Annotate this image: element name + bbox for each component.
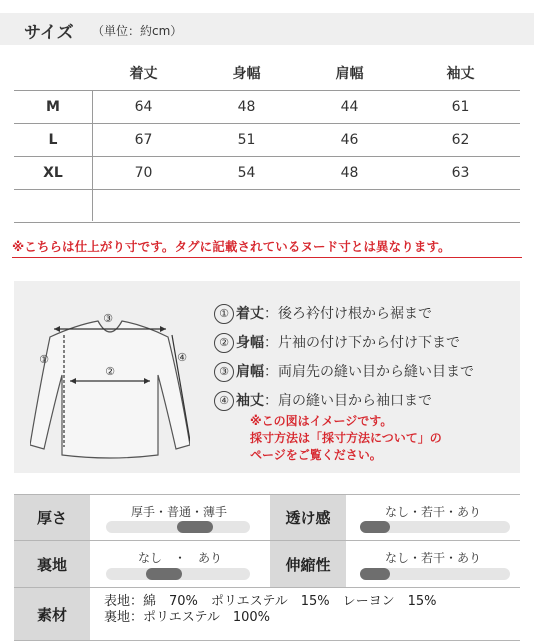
item-number: ②	[214, 333, 234, 353]
thickness-indicator	[177, 521, 213, 533]
table-cell: 63	[451, 165, 470, 181]
item-number: ④	[214, 391, 234, 411]
attribute-row	[14, 541, 520, 588]
table-cell: 48	[340, 165, 359, 181]
size-table	[14, 58, 520, 223]
marker-3: ③	[103, 312, 113, 325]
column-header: 袖丈	[446, 66, 475, 82]
item-term: 着丈	[236, 306, 264, 322]
sheer-label: 透け感	[270, 495, 346, 540]
row-size-label: XL	[43, 165, 63, 181]
marker-4: ④	[177, 351, 187, 364]
table-cell: 67	[134, 132, 153, 148]
outer-fabric: 表地：綿 70% ポリエステル 15% レーヨン 15%	[104, 594, 437, 609]
attribute-row	[14, 588, 520, 641]
sheer-options: なし・若干・あり	[384, 505, 481, 519]
table-cell: 62	[451, 132, 470, 148]
stretch-scale	[360, 568, 510, 580]
table-cell: 48	[237, 99, 256, 115]
marker-1: ①	[39, 353, 49, 366]
table-cell: 64	[134, 99, 153, 115]
item-term: 袖丈	[236, 393, 264, 409]
list-item	[214, 332, 474, 361]
table-row	[14, 91, 520, 124]
column-header: 身幅	[232, 66, 261, 82]
table-row	[14, 157, 520, 190]
table-divider	[92, 90, 93, 221]
material-text	[104, 594, 437, 626]
item-desc: ：片袖の付け下から付け下まで	[264, 335, 460, 351]
table-cell: 51	[237, 132, 256, 148]
row-size-label: M	[46, 99, 60, 115]
row-size-label: L	[48, 132, 58, 148]
stretch-indicator	[360, 568, 390, 580]
measurement-list	[214, 303, 474, 419]
size-table-header	[14, 58, 520, 91]
list-item	[214, 361, 474, 390]
thickness-label: 厚さ	[14, 495, 90, 540]
lining-options: なし ・ あり	[137, 551, 222, 565]
list-item	[214, 303, 474, 332]
material-label: 素材	[14, 588, 90, 640]
table-row-empty	[14, 190, 520, 223]
item-term: 身幅	[236, 335, 264, 351]
table-cell: 44	[340, 99, 359, 115]
item-desc: ：肩の縫い目から袖口まで	[264, 393, 432, 409]
table-row	[14, 124, 520, 157]
unit-label: （単位：約cm）	[92, 24, 183, 38]
measurement-guide	[14, 281, 520, 473]
column-header: 着丈	[129, 66, 158, 82]
stretch-label: 伸縮性	[270, 541, 346, 587]
note-underline	[12, 257, 522, 258]
attributes-table	[14, 494, 520, 641]
lining-scale	[106, 568, 250, 580]
item-number: ③	[214, 362, 234, 382]
measure-method-link-text: 採寸方法は「採寸方法について」の	[250, 431, 442, 445]
lining-fabric: 裏地：ポリエステル 100%	[104, 610, 270, 625]
lining-indicator	[146, 568, 182, 580]
item-number: ①	[214, 304, 234, 324]
lining-label: 裏地	[14, 541, 90, 587]
section-title: サイズ	[24, 23, 74, 43]
sheer-indicator	[360, 521, 390, 533]
diagram-note: ※この図はイメージです。 採寸方法は「採寸方法について」の ページをご覧ください。	[250, 414, 442, 462]
thickness-options: 厚手・普通・薄手	[130, 505, 227, 519]
column-header: 肩幅	[335, 66, 364, 82]
table-cell: 46	[340, 132, 359, 148]
table-cell: 54	[237, 165, 256, 181]
stretch-options: なし・若干・あり	[384, 551, 481, 565]
marker-2: ②	[105, 365, 115, 378]
item-term: 肩幅	[236, 364, 264, 380]
garment-diagram	[30, 295, 190, 463]
section-header	[0, 13, 534, 45]
sheer-scale	[360, 521, 510, 533]
table-cell: 61	[451, 99, 470, 115]
attribute-row	[14, 495, 520, 541]
thickness-scale	[106, 521, 250, 533]
table-cell: 70	[134, 165, 153, 181]
item-desc: ：後ろ衿付け根から裾まで	[264, 306, 432, 322]
item-desc: ：両肩先の縫い目から縫い目まで	[264, 364, 474, 380]
size-note: ※こちらは仕上がり寸です。タグに記載されているヌード寸とは異なります。	[12, 239, 451, 254]
